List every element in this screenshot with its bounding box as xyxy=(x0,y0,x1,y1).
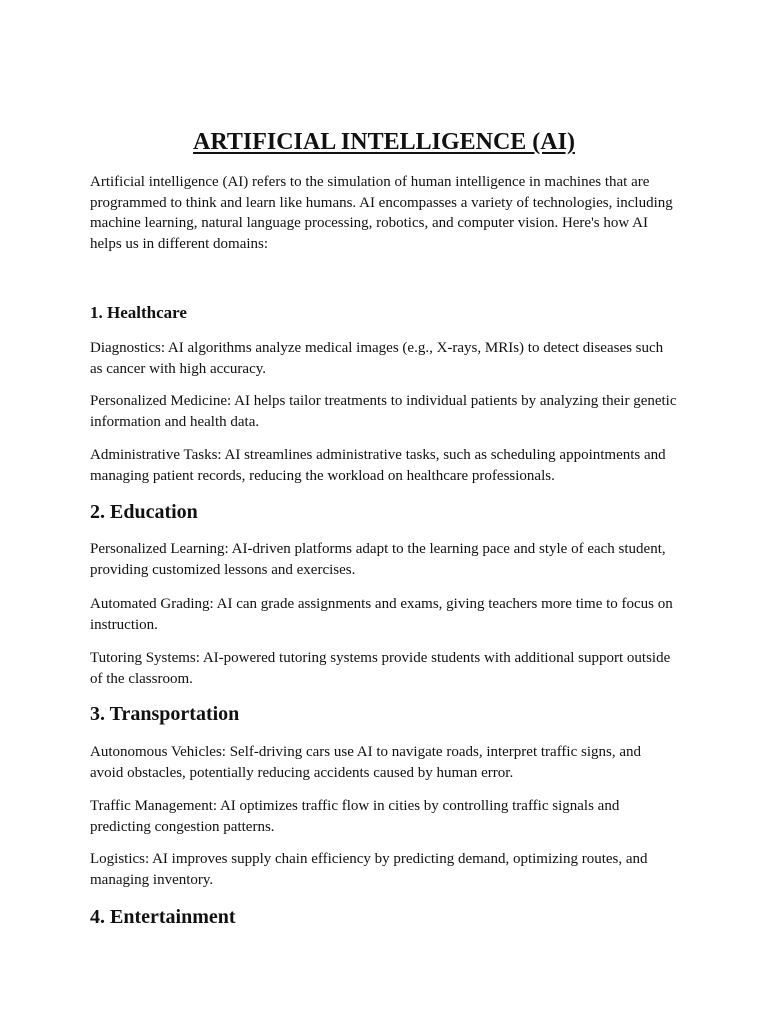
intro-paragraph: Artificial intelligence (AI) refers to the simulation of human intelligence in machines that are programmed to think and learn like humans. AI encompasses a variety of technologies, including machine learning, natural language processing, robotics, and computer vision. Here's how AI helps us in different domains: xyxy=(90,174,673,252)
paragraph-administrative-tasks: Administrative Tasks: AI streamlines administrative tasks, such as scheduling appointments and managing patient records, reducing the workload on healthcare professionals. xyxy=(90,447,666,484)
document-title: ARTIFICIAL INTELLIGENCE (AI) xyxy=(193,129,575,155)
paragraph-logistics: Logistics: AI improves supply chain efficiency by predicting demand, optimizing routes, and managing inventory. xyxy=(90,851,648,888)
paragraph-personalized-medicine: Personalized Medicine: AI helps tailor treatments to individual patients by analyzing their genetic information and health data. xyxy=(90,393,677,430)
section-heading-transportation: 3. Transportation xyxy=(90,703,240,725)
paragraph-personalized-learning: Personalized Learning: AI-driven platforms adapt to the learning pace and style of each student, providing customized lessons and exercises. xyxy=(90,541,666,578)
paragraph-diagnostics: Diagnostics: AI algorithms analyze medical images (e.g., X-rays, MRIs) to detect diseases such as cancer with high accuracy. xyxy=(90,340,664,377)
section-heading-healthcare: 1. Healthcare xyxy=(90,303,187,322)
section-heading-entertainment: 4. Entertainment xyxy=(90,906,236,928)
paragraph-automated-grading: Automated Grading: AI can grade assignments and exams, giving teachers more time to focus on instruction. xyxy=(90,596,673,633)
section-heading-education: 2. Education xyxy=(90,501,198,523)
paragraph-traffic-management: Traffic Management: AI optimizes traffic flow in cities by controlling traffic signals and predicting congestion patterns. xyxy=(90,798,620,835)
paragraph-autonomous-vehicles: Autonomous Vehicles: Self-driving cars use AI to navigate roads, interpret traffic signs, and avoid obstacles, potentially reducing accidents caused by human error. xyxy=(90,744,641,781)
paragraph-tutoring-systems: Tutoring Systems: AI-powered tutoring systems provide students with additional support outside of the classroom. xyxy=(90,650,671,687)
